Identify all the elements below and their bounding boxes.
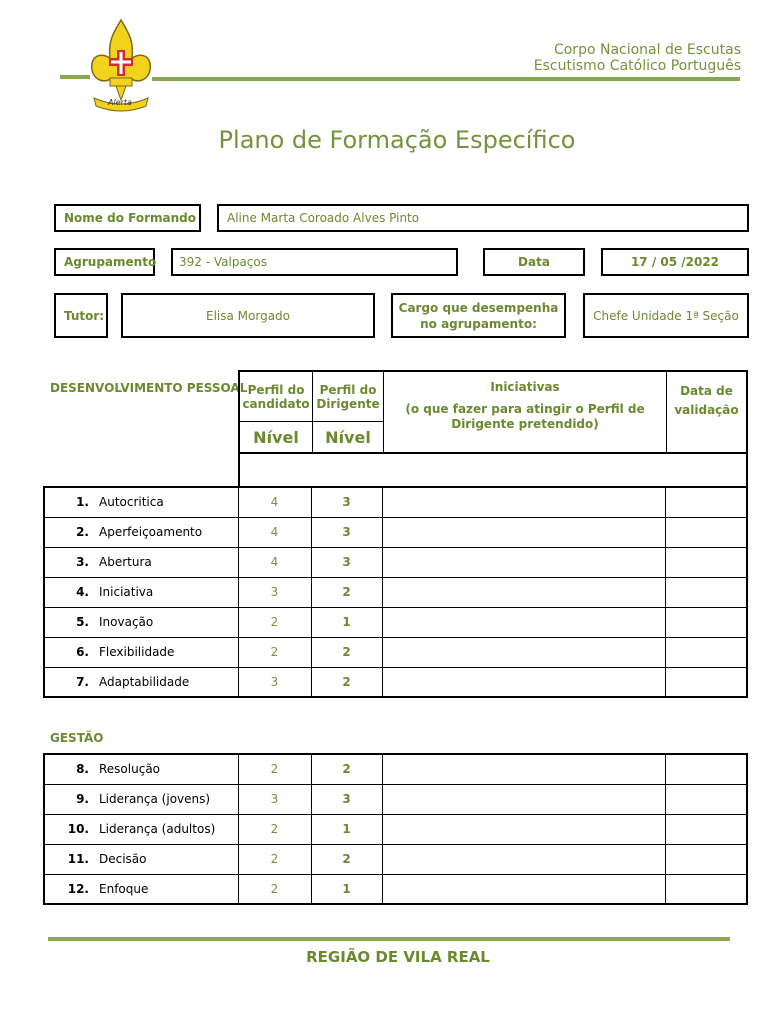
nivel-candidato-cell[interactable]: 2 bbox=[238, 874, 311, 904]
nivel-candidato-cell[interactable]: 2 bbox=[238, 754, 311, 784]
table-row bbox=[44, 784, 747, 814]
section2-title: GESTÃO bbox=[50, 731, 104, 745]
competency-name bbox=[44, 667, 238, 697]
competency-name bbox=[44, 814, 238, 844]
competency-number: 2. bbox=[76, 525, 89, 539]
competency-number: 6. bbox=[76, 645, 89, 659]
header-divider-right bbox=[152, 77, 740, 81]
nivel-dirigente-cell[interactable]: 3 bbox=[311, 487, 382, 517]
tutor-label: Tutor: bbox=[64, 308, 105, 323]
competency-number: 4. bbox=[76, 585, 89, 599]
competency-name bbox=[44, 607, 238, 637]
competency-label: Liderança (jovens) bbox=[99, 792, 211, 806]
header-perfil-candidato: Perfil do candidato bbox=[240, 372, 313, 422]
competency-number: 11. bbox=[67, 852, 89, 866]
tutor-label-box bbox=[54, 293, 108, 338]
nivel-candidato-cell[interactable]: 4 bbox=[238, 487, 311, 517]
nivel-candidato-cell[interactable]: 3 bbox=[238, 667, 311, 697]
nivel-dirigente-cell[interactable]: 1 bbox=[311, 814, 382, 844]
iniciativas-cell[interactable] bbox=[382, 577, 665, 607]
data-validacao-cell[interactable] bbox=[665, 784, 747, 814]
competency-label: Abertura bbox=[99, 555, 152, 569]
competency-name bbox=[44, 754, 238, 784]
nivel-dirigente-cell[interactable]: 2 bbox=[311, 637, 382, 667]
nivel-candidato-cell[interactable]: 4 bbox=[238, 517, 311, 547]
table-row bbox=[44, 517, 747, 547]
competency-number: 10. bbox=[67, 822, 89, 836]
competency-label: Inovação bbox=[99, 615, 154, 629]
competency-number: 7. bbox=[76, 674, 89, 689]
iniciativas-cell[interactable] bbox=[382, 874, 665, 904]
nome-value: Aline Marta Coroado Alves Pinto bbox=[227, 211, 420, 225]
section1-title: DESENVOLVIMENTO PESSOAL bbox=[50, 381, 248, 395]
nivel-candidato-cell[interactable]: 2 bbox=[238, 814, 311, 844]
competency-name bbox=[44, 577, 238, 607]
table-row bbox=[44, 754, 747, 784]
data-value: 17 / 05 /2022 bbox=[630, 255, 720, 269]
data-validacao-cell[interactable] bbox=[665, 607, 747, 637]
competency-number: 5. bbox=[76, 615, 89, 629]
iniciativas-cell[interactable] bbox=[382, 487, 665, 517]
table-row bbox=[44, 844, 747, 874]
data-validacao-cell[interactable] bbox=[665, 637, 747, 667]
nivel-candidato-cell[interactable]: 2 bbox=[238, 844, 311, 874]
iniciativas-cell[interactable] bbox=[382, 607, 665, 637]
cargo-field[interactable] bbox=[583, 293, 749, 338]
table-header bbox=[238, 370, 748, 487]
data-validacao-cell[interactable] bbox=[665, 517, 747, 547]
iniciativas-cell[interactable] bbox=[382, 784, 665, 814]
data-validacao-cell[interactable] bbox=[665, 487, 747, 517]
scout-logo bbox=[86, 18, 156, 114]
table-row bbox=[44, 487, 747, 517]
iniciativas-cell[interactable] bbox=[382, 637, 665, 667]
data-label: Data bbox=[518, 255, 550, 269]
agrupamento-value: 392 - Valpaços bbox=[179, 255, 267, 269]
competency-name bbox=[44, 844, 238, 874]
competency-label: Aperfeiçoamento bbox=[99, 525, 203, 539]
iniciativas-cell[interactable] bbox=[382, 547, 665, 577]
nivel-dirigente-cell[interactable]: 2 bbox=[311, 577, 382, 607]
competency-name bbox=[44, 487, 238, 517]
header-nivel-candidato: Nível bbox=[240, 422, 313, 454]
data-validacao-cell[interactable] bbox=[665, 754, 747, 784]
competency-number: 1. bbox=[76, 495, 89, 510]
agrupamento-label: Agrupamento bbox=[64, 255, 157, 269]
competency-label: Enfoque bbox=[99, 881, 149, 896]
nivel-candidato-cell[interactable]: 4 bbox=[238, 547, 311, 577]
competency-number: 12. bbox=[67, 881, 89, 896]
cargo-label: Cargo que desempenha no agrupamento: bbox=[398, 300, 559, 331]
data-validacao-cell[interactable] bbox=[665, 814, 747, 844]
header-data-validacao: Data de validação bbox=[667, 372, 746, 454]
competency-label: Autocritica bbox=[99, 495, 164, 510]
nivel-candidato-cell[interactable]: 3 bbox=[238, 784, 311, 814]
competency-number: 3. bbox=[76, 555, 89, 569]
section1-table bbox=[43, 486, 748, 698]
table-row bbox=[44, 637, 747, 667]
page-title: Plano de Formação Específico bbox=[218, 126, 576, 154]
table-row bbox=[44, 607, 747, 637]
competency-number: 9. bbox=[76, 792, 89, 806]
competency-label: Decisão bbox=[99, 852, 147, 866]
nivel-dirigente-cell[interactable]: 2 bbox=[311, 844, 382, 874]
tutor-value: Elisa Morgado bbox=[205, 308, 291, 323]
competency-name bbox=[44, 547, 238, 577]
logo-text: Alerta bbox=[108, 98, 132, 107]
data-field[interactable] bbox=[601, 248, 749, 276]
competency-name bbox=[44, 517, 238, 547]
table-row bbox=[44, 814, 747, 844]
header-divider bbox=[60, 75, 90, 79]
competency-label: Liderança (adultos) bbox=[99, 822, 216, 836]
iniciativas-cell[interactable] bbox=[382, 814, 665, 844]
cargo-label-box bbox=[391, 293, 566, 338]
competency-name bbox=[44, 784, 238, 814]
competency-label: Flexibilidade bbox=[99, 645, 175, 659]
competency-label: Iniciativa bbox=[99, 585, 154, 599]
competency-number: 8. bbox=[76, 762, 89, 777]
org-name-line1: Corpo Nacional de Escutas bbox=[553, 42, 741, 58]
org-name-line2: Escutismo Católico Português bbox=[533, 58, 741, 74]
table-row bbox=[44, 874, 747, 904]
table-row bbox=[44, 577, 747, 607]
nivel-dirigente-cell[interactable]: 2 bbox=[311, 754, 382, 784]
nome-label-box bbox=[54, 204, 201, 232]
footer-divider bbox=[48, 937, 730, 941]
table-row bbox=[44, 547, 747, 577]
nivel-candidato-cell[interactable]: 2 bbox=[238, 637, 311, 667]
competency-label: Resolução bbox=[99, 762, 161, 777]
competency-name bbox=[44, 874, 238, 904]
nivel-candidato-cell[interactable]: 2 bbox=[238, 607, 311, 637]
table-row bbox=[44, 667, 747, 697]
header-nivel-dirigente: Nível bbox=[313, 422, 384, 454]
nivel-candidato-cell[interactable]: 3 bbox=[238, 577, 311, 607]
nome-label: Nome do Formando bbox=[64, 211, 196, 225]
nivel-dirigente-cell[interactable]: 3 bbox=[311, 547, 382, 577]
nivel-dirigente-cell[interactable]: 3 bbox=[311, 784, 382, 814]
data-validacao-cell[interactable] bbox=[665, 547, 747, 577]
data-validacao-cell[interactable] bbox=[665, 577, 747, 607]
iniciativas-cell[interactable] bbox=[382, 754, 665, 784]
competency-name bbox=[44, 637, 238, 667]
nivel-dirigente-cell[interactable]: 1 bbox=[311, 607, 382, 637]
iniciativas-cell[interactable] bbox=[382, 844, 665, 874]
nivel-dirigente-cell[interactable]: 3 bbox=[311, 517, 382, 547]
nivel-dirigente-cell[interactable]: 2 bbox=[311, 667, 382, 697]
data-validacao-cell[interactable] bbox=[665, 874, 747, 904]
header-gap-line bbox=[238, 452, 240, 487]
data-label-box bbox=[483, 248, 585, 276]
section2-table bbox=[43, 753, 748, 905]
agrupamento-field[interactable] bbox=[171, 248, 458, 276]
tutor-field[interactable] bbox=[121, 293, 375, 338]
agrupamento-label-box bbox=[54, 248, 155, 276]
nivel-dirigente-cell[interactable]: 1 bbox=[311, 874, 382, 904]
header-iniciativas: Iniciativas (o que fazer para atingir o Perfil de Dirigente pretendido) bbox=[384, 372, 667, 454]
iniciativas-cell[interactable] bbox=[382, 667, 665, 697]
footer-region: REGIÃO DE VILA REAL bbox=[306, 948, 490, 966]
data-validacao-cell[interactable] bbox=[665, 844, 747, 874]
iniciativas-cell[interactable] bbox=[382, 517, 665, 547]
nome-field[interactable] bbox=[217, 204, 749, 232]
competency-label: Adaptabilidade bbox=[99, 674, 190, 689]
cargo-value: Chefe Unidade 1ª Seção bbox=[593, 308, 739, 323]
header-perfil-dirigente: Perfil do Dirigente bbox=[313, 372, 384, 422]
data-validacao-cell[interactable] bbox=[665, 667, 747, 697]
